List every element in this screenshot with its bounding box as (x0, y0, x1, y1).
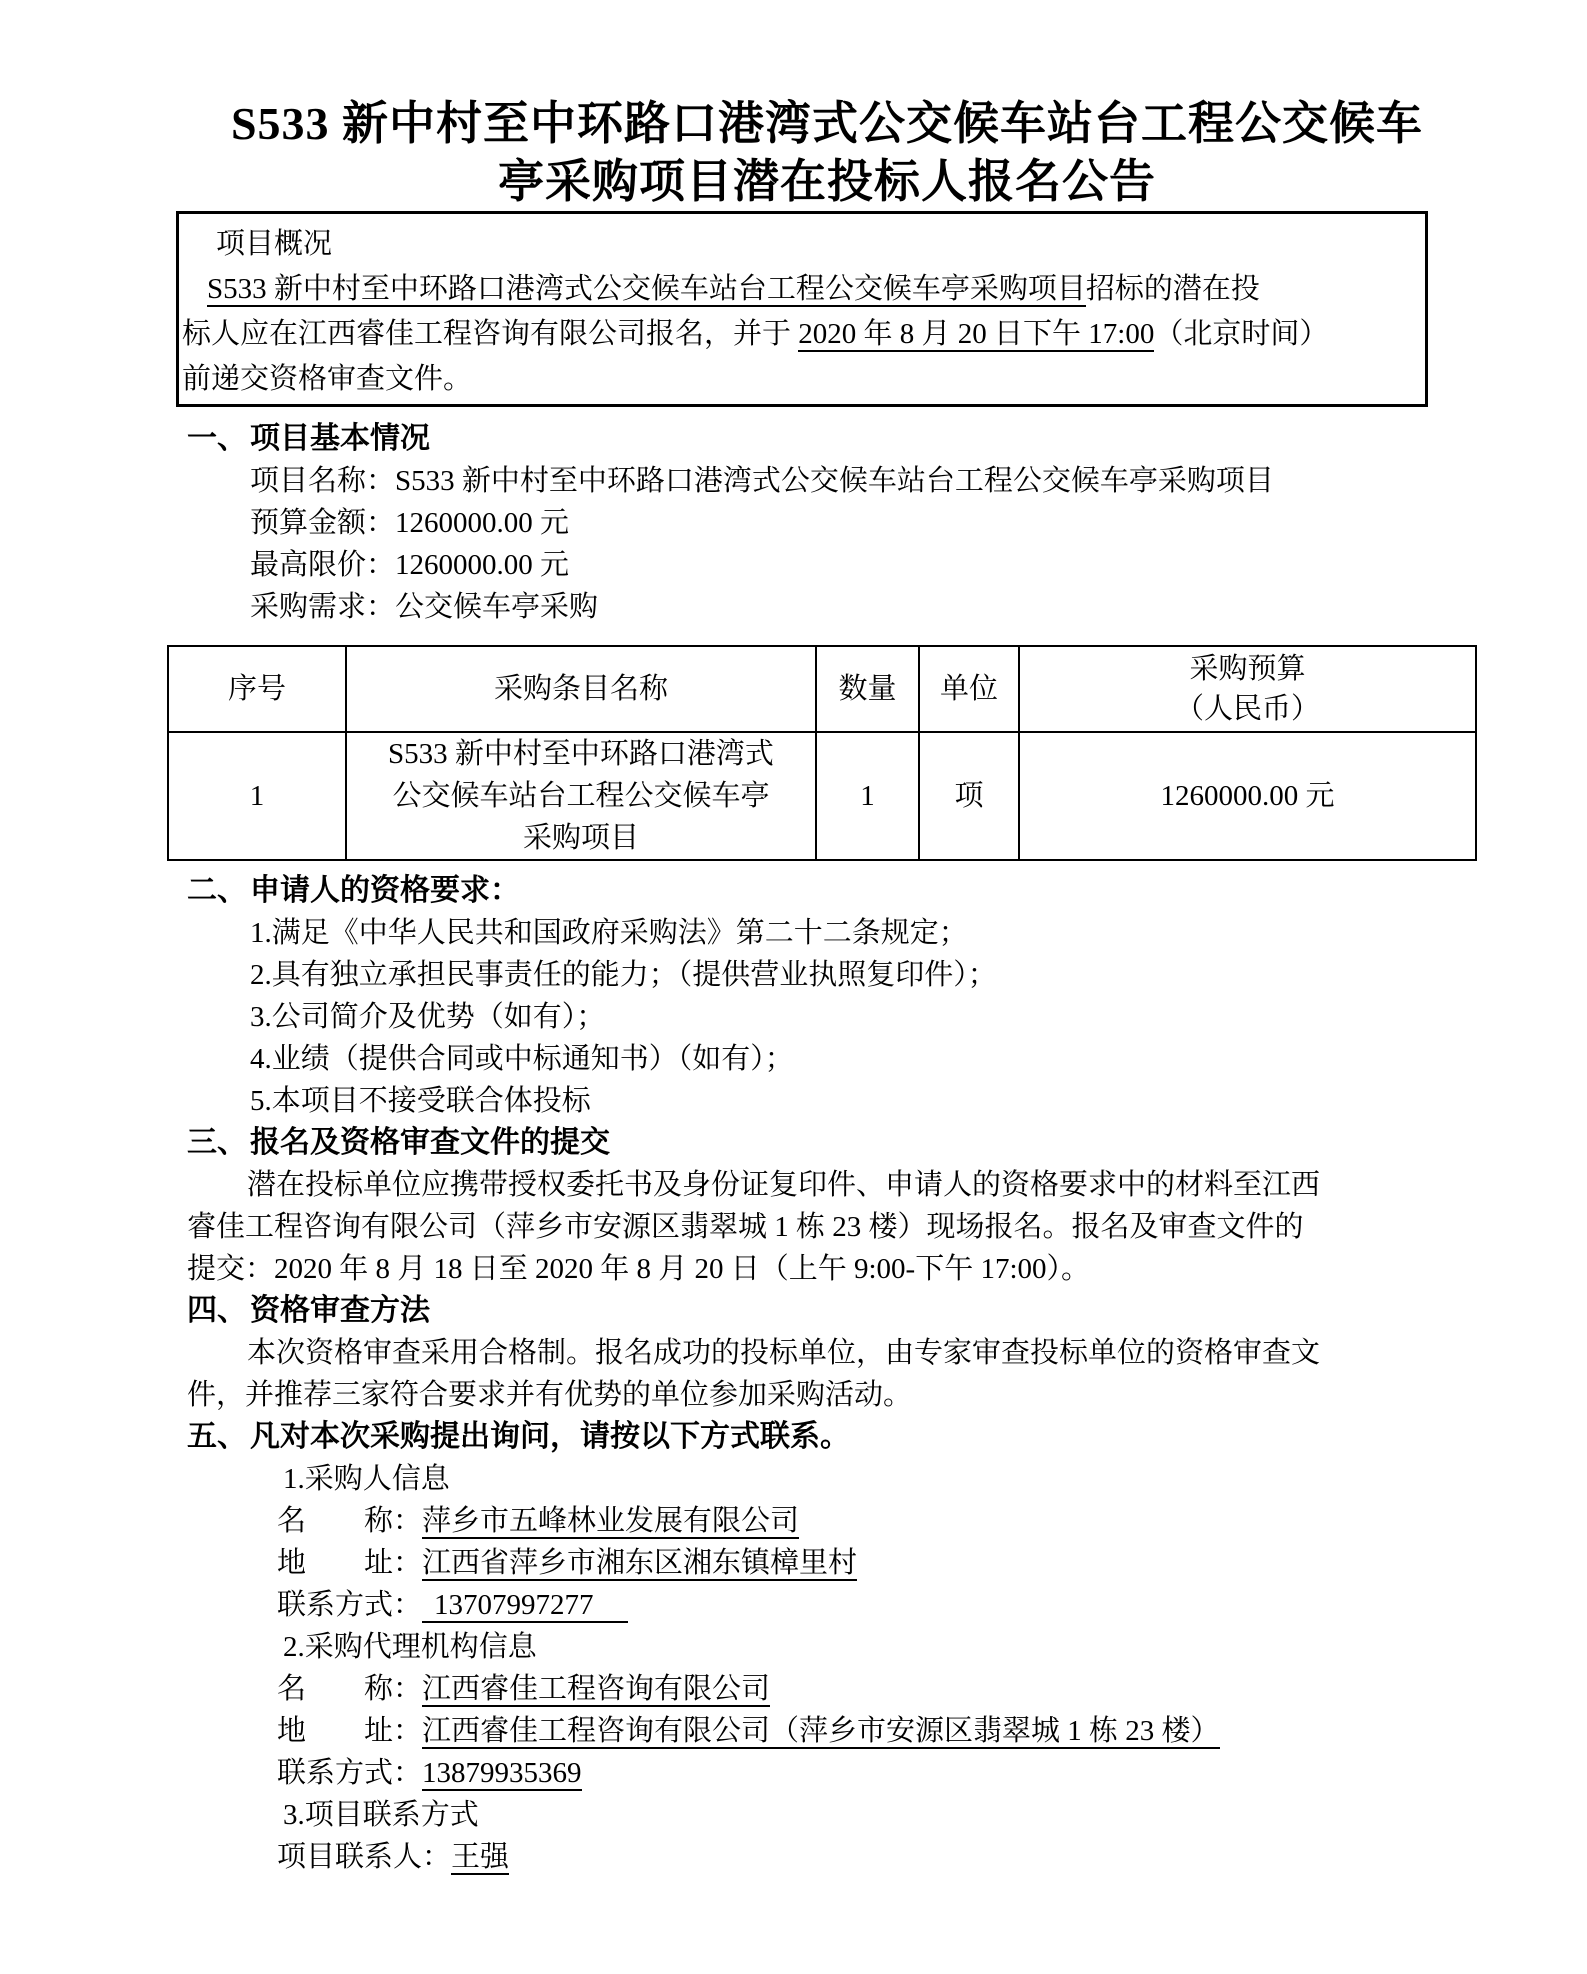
header-seq: 序号 (168, 646, 346, 732)
max-price-label: 最高限价： (250, 549, 396, 581)
qualification-item-2: 2.具有独立承担民事责任的能力；（提供营业执照复印件）； (250, 959, 997, 991)
buyer-address-line (277, 1542, 1467, 1584)
section-4-number: 四、 (187, 1294, 247, 1327)
agency-address-value: 江西睿佳工程咨询有限公司（萍乡市安源区翡翠城 1 栋 23 楼） (422, 1715, 1220, 1747)
row-item-name (346, 732, 816, 860)
procurement-demand-value: 公交候车亭采购 (395, 591, 599, 623)
buyer-info-heading: 1.采购人信息 (283, 1463, 450, 1495)
header-budget (1019, 646, 1476, 732)
overview-project-name-underlined: S533 新中村至中环路口港湾式公交候车站台工程公交候车亭采购项目 (207, 273, 1086, 305)
review-method-line1: 本次资格审查采用合格制。报名成功的投标单位，由专家审查投标单位的资格审查文 (247, 1337, 1321, 1369)
agency-phone-line (277, 1752, 1467, 1794)
buyer-address-label: 地 址： (277, 1547, 423, 1579)
table-header-row (168, 646, 1476, 732)
overview-paragraph-line1 (182, 267, 1417, 312)
overview-line1-rest: 招标的潜在投 (1085, 273, 1260, 305)
qualification-item-5: 5.本项目不接受联合体投标 (250, 1085, 591, 1117)
section-3-heading (187, 1122, 1467, 1164)
agency-phone-value: 13879935369 (422, 1757, 582, 1789)
qualification-item-4: 4.业绩（提供合同或中标通知书）（如有）； (250, 1043, 794, 1075)
row-item-name-line1: S533 新中村至中环路口港湾式 (388, 738, 774, 770)
project-name-label: 项目名称： (250, 465, 396, 497)
row-seq: 1 (168, 732, 346, 860)
review-method-line2: 件，并推荐三家符合要求并有优势的单位参加采购活动。 (187, 1379, 913, 1411)
budget-amount-label: 预算金额： (250, 507, 396, 539)
project-overview-box (176, 211, 1428, 407)
section-1-number: 一、 (187, 422, 247, 455)
project-contact-label: 项目联系人： (277, 1841, 452, 1873)
budget-amount-value: 1260000.00 元 (395, 507, 570, 539)
document-title-line2: 亭采购项目潜在投标人报名公告 (498, 156, 1156, 207)
budget-amount-line (250, 502, 1467, 544)
row-budget: 1260000.00 元 (1019, 732, 1476, 860)
buyer-address-value: 江西省萍乡市湘东区湘东镇樟里村 (422, 1547, 858, 1579)
qualification-item-3: 3.公司简介及优势（如有）； (250, 1001, 606, 1033)
agency-name-line (277, 1668, 1467, 1710)
project-name-line (250, 460, 1467, 502)
document-content (0, 95, 1587, 1878)
buyer-phone-value: 13707997277 (422, 1589, 628, 1623)
procurement-demand-line (250, 586, 1467, 628)
header-unit: 单位 (919, 646, 1019, 732)
document-title (187, 95, 1467, 211)
project-contact-value: 王强 (451, 1841, 510, 1873)
project-name-value: S533 新中村至中环路口港湾式公交候车站台工程公交候车亭采购项目 (395, 465, 1274, 497)
agency-address-label: 地 址： (277, 1715, 423, 1747)
header-budget-line1: 采购预算 (1189, 653, 1306, 685)
max-price-line (250, 544, 1467, 586)
agency-name-label: 名 称： (277, 1673, 423, 1705)
overview-line2-pre: 标人应在江西睿佳工程咨询有限公司报名，并于 (182, 318, 799, 350)
overview-paragraph-line2 (182, 312, 1417, 357)
section-5-number: 五、 (187, 1420, 247, 1453)
buyer-phone-line (277, 1584, 1467, 1626)
max-price-value: 1260000.00 元 (395, 549, 570, 581)
row-qty: 1 (816, 732, 919, 860)
submission-paragraph-line3: 提交：2020 年 8 月 18 日至 2020 年 8 月 20 日（上午 9:00-下午 17:00）。 (187, 1253, 1091, 1285)
buyer-name-value: 萍乡市五峰林业发展有限公司 (422, 1505, 800, 1537)
agency-phone-label: 联系方式： (277, 1757, 423, 1789)
submission-paragraph-line1: 潜在投标单位应携带授权委托书及身份证复印件、申请人的资格要求中的材料至江西 (247, 1169, 1321, 1201)
row-item-name-line2: 公交候车站台工程公交候车亭 (392, 780, 770, 812)
section-3-title: 报名及资格审查文件的提交 (250, 1126, 610, 1159)
buyer-name-line (277, 1500, 1467, 1542)
document-title-line1: S533 新中村至中环路口港湾式公交候车站台工程公交候车 (230, 98, 1424, 149)
agency-info-heading: 2.采购代理机构信息 (283, 1631, 537, 1663)
agency-address-line (277, 1710, 1467, 1752)
header-budget-line2: （人民币） (1174, 693, 1320, 725)
section-5-title: 凡对本次采购提出询问，请按以下方式联系。 (250, 1420, 850, 1453)
section-5-heading (187, 1416, 1467, 1458)
overview-paragraph-line3: 前递交资格审查文件。 (182, 363, 473, 395)
section-2-title: 申请人的资格要求： (250, 874, 520, 907)
procurement-demand-label: 采购需求： (250, 591, 396, 623)
table-row (168, 732, 1476, 860)
buyer-phone-label: 联系方式： (277, 1589, 423, 1621)
section-4-title: 资格审查方法 (250, 1294, 430, 1327)
row-unit: 项 (919, 732, 1019, 860)
section-1-title: 项目基本情况 (250, 422, 430, 455)
submission-paragraph-line2: 睿佳工程咨询有限公司（萍乡市安源区翡翠城 1 栋 23 楼）现场报名。报名及审查文件的 (187, 1211, 1304, 1243)
buyer-name-label: 名 称： (277, 1505, 423, 1537)
procurement-table (167, 645, 1477, 861)
qualification-item-1: 1.满足《中华人民共和国政府采购法》第二十二条规定； (250, 917, 968, 949)
section-1-heading (187, 418, 1467, 460)
section-2-number: 二、 (187, 874, 247, 907)
overview-deadline-underlined: 2020 年 8 月 20 日下午 17:00 (798, 318, 1155, 350)
row-item-name-line3: 采购项目 (522, 822, 639, 854)
agency-name-value: 江西睿佳工程咨询有限公司 (422, 1673, 771, 1705)
overview-heading: 项目概况 (216, 228, 333, 260)
header-qty: 数量 (816, 646, 919, 732)
section-4-heading (187, 1290, 1467, 1332)
section-2-heading (187, 870, 1467, 912)
section-3-number: 三、 (187, 1126, 247, 1159)
project-contact-heading: 3.项目联系方式 (283, 1799, 479, 1831)
header-item-name: 采购条目名称 (346, 646, 816, 732)
project-contact-line (277, 1836, 1467, 1878)
overview-line2-post: （北京时间） (1154, 318, 1329, 350)
